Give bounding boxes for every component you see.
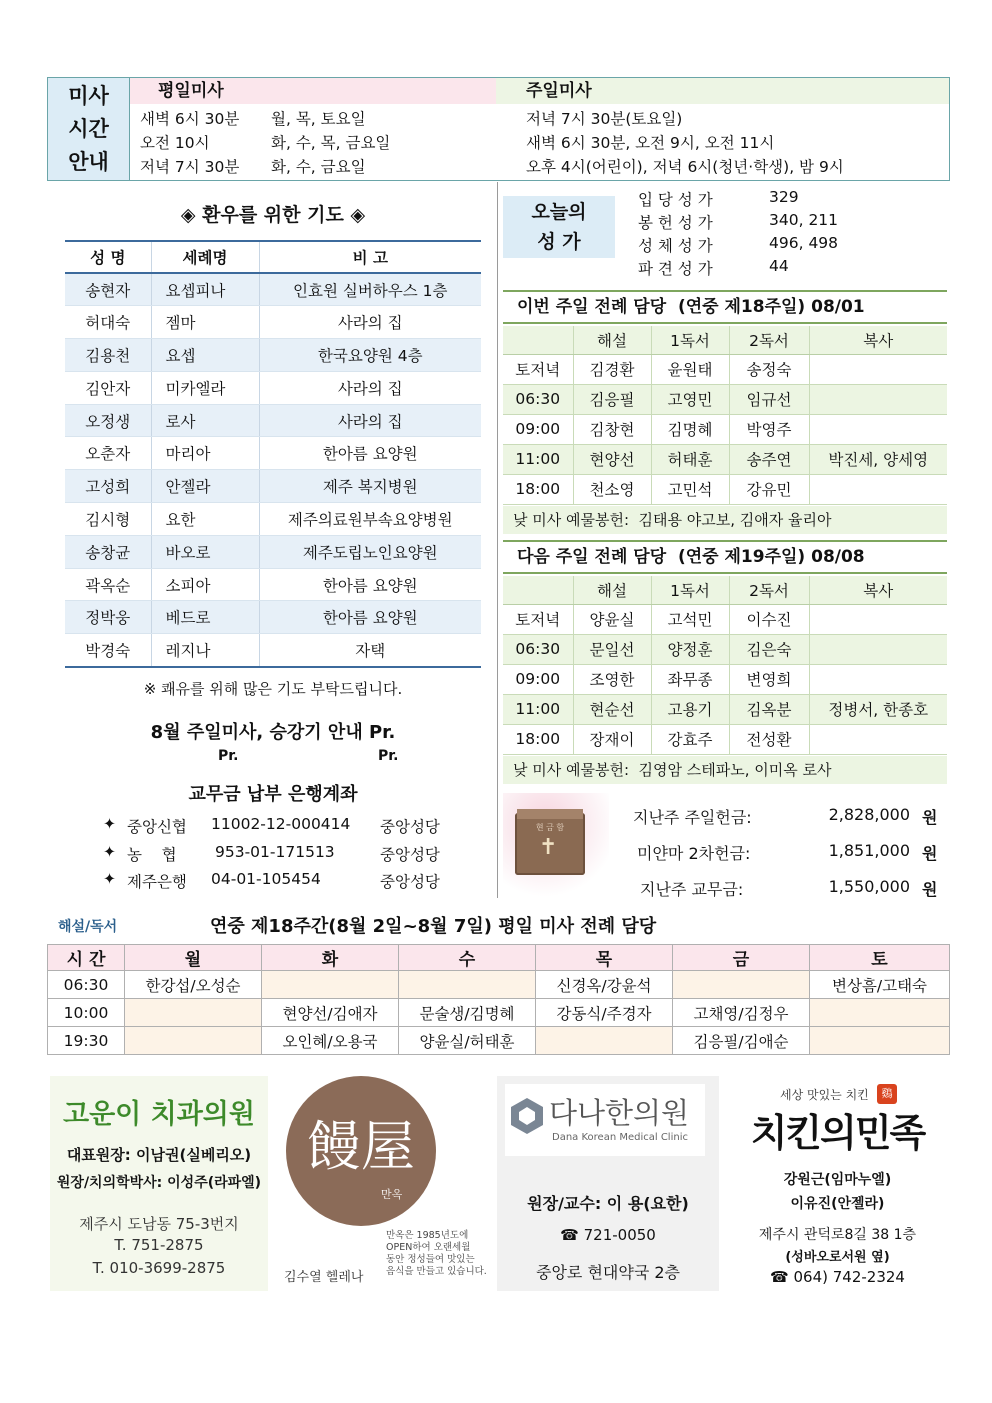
column-header: 2독서: [729, 326, 809, 354]
column-header: 복사: [809, 326, 947, 354]
table-row: 곽옥순 소피아 한아름 요양원: [65, 568, 481, 601]
weekday-days: 월, 목, 토요일: [271, 110, 366, 128]
hymn-name: 봉 헌 성 가: [638, 214, 713, 232]
table-row: 김용천 요셉 한국요양원 4층: [65, 339, 481, 372]
patients-note: ※ 쾌유를 위해 많은 기도 부탁드립니다.: [143, 680, 403, 698]
table-row: 송창균 바오로 제주도립노인요양원: [65, 535, 481, 568]
column-header: 2독서: [729, 576, 809, 604]
table-row: 오정생 로사 사라의 집: [65, 404, 481, 437]
this-week-title: 이번 주일 전례 담당 (연중 제18주일) 08/01: [503, 290, 947, 324]
table-row: 18:00 장재이 강효주 전성환: [503, 724, 947, 754]
column-header: 1독서: [651, 326, 729, 354]
table-row: 06:30 문일선 양정훈 김은숙: [503, 634, 947, 664]
dana-clinic-ad: 다나한의원 Dana Korean Medical Clinic 원장/교수: 이 용(요한) ☎ 721-0050 중앙로 현대약국 2층: [497, 1076, 719, 1291]
weekday-days: 화, 수, 금요일: [271, 158, 366, 176]
table-row: 09:00 김창현 김명혜 박영주: [503, 414, 947, 444]
table-row: 박경숙 레지나 자택: [65, 634, 481, 667]
bank-name: 제주은행: [127, 873, 187, 891]
weekday-time: 새벽 6시 30분: [140, 110, 240, 128]
dana-clinic-name: 다나한의원: [549, 1096, 690, 1130]
cross-icon: ✝: [539, 835, 558, 860]
account-holder: 중앙성당: [380, 818, 440, 836]
sunday-mass-time: 새벽 6시 30분, 오전 9시, 오전 11시: [526, 134, 775, 152]
next-week-table: [503, 576, 947, 755]
weekday-time: 저녁 7시 30분: [140, 158, 240, 176]
offering-box-image: 현 금 함 ✝: [503, 793, 609, 897]
august-notice-sub: Pr.: [218, 748, 239, 764]
august-notice-title: 8월 주일미사, 승강기 안내 Pr.: [150, 722, 396, 743]
table-row: 19:30 오인혜/오용국 양윤실/허태훈 김응필/김애순: [48, 1027, 950, 1055]
account-holder: 중앙성당: [380, 873, 440, 891]
column-header: 수: [399, 945, 536, 971]
bank-bullet-icon: ✦: [103, 815, 116, 833]
patients-table: [65, 240, 481, 668]
table-row: 06:30 한강섭/오성순 신경옥/강윤석 변상흠/고태숙: [48, 971, 950, 999]
weekday-time: 오전 10시: [140, 134, 210, 152]
offering-unit: 원: [922, 880, 938, 899]
bank-bullet-icon: ✦: [103, 870, 116, 888]
account-number: 953-01-171513: [215, 843, 335, 861]
august-notice-sub: Pr.: [378, 748, 399, 764]
table-row: 오춘자 마리아 한아름 요양원: [65, 437, 481, 470]
offering-unit: 원: [922, 844, 938, 863]
hymn-name: 성 체 성 가: [638, 237, 713, 255]
chicken-badge-icon: 鷄: [877, 1084, 897, 1104]
column-divider: [497, 182, 498, 898]
mass-times-label: 미사 시간 안내: [48, 78, 130, 180]
column-header: 목: [536, 945, 673, 971]
offering-unit: 원: [922, 808, 938, 827]
weekday-mass-header: 평일미사: [130, 78, 496, 104]
hymn-number: 44: [769, 257, 789, 275]
table-row: 토저녁 양윤실 고석민 이수진: [503, 604, 947, 634]
weekday-title: 연중 제18주간(8월 2일~8월 7일) 평일 미사 전례 담당: [210, 916, 657, 937]
table-row: 09:00 조영한 좌무종 변영희: [503, 664, 947, 694]
chicken-restaurant-ad: 세상 맛있는 치킨 鷄 치킨의민족 강원근(임마누엘) 이유진(안젤라) 제주시 관덕로8길 38 1층 (성바오로서원 옆) ☎ 064) 742-2324: [725, 1076, 950, 1291]
offering-amount: 1,851,000: [828, 841, 910, 860]
patients-title: ◈ 환우를 위한 기도 ◈: [180, 204, 366, 226]
column-header: 해설: [573, 326, 651, 354]
table-row: 11:00 현순선 고용기 김옥분 정병서, 한종호: [503, 694, 947, 724]
offering-label: 지난주 교무금:: [640, 880, 744, 899]
table-row: 송현자 요셉피나 인효원 실버하우스 1층: [65, 273, 481, 306]
column-header: 세례명: [151, 241, 259, 273]
bank-title: 교무금 납부 은행계좌: [188, 784, 358, 805]
weekday-table: [47, 944, 950, 1055]
manok-owner: 김수열 헬레나: [284, 1270, 364, 1285]
dana-logo-icon: [509, 1096, 545, 1136]
weekday-side-label: 해설/독서: [58, 919, 118, 935]
manok-logo: 饅屋 만옥: [286, 1076, 436, 1226]
column-header: 복사: [809, 576, 947, 604]
offering-amount: 1,550,000: [828, 877, 910, 896]
offering-amount: 2,828,000: [828, 805, 910, 824]
table-row: 고성희 안젤라 제주 복지병원: [65, 470, 481, 503]
table-row: 허대숙 젬마 사라의 집: [65, 306, 481, 339]
bank-bullet-icon: ✦: [103, 843, 116, 861]
hymn-name: 입 당 성 가: [638, 191, 713, 209]
hymns-label: 오늘의 성 가: [503, 196, 615, 258]
column-header: 토: [810, 945, 950, 971]
chicken-brand-name: 치킨의민족: [750, 1111, 925, 1155]
hymn-name: 파 견 성 가: [638, 260, 713, 278]
table-row: 김시형 요한 제주의료원부속요양병원: [65, 503, 481, 536]
sunday-mass-time: 저녁 7시 30분(토요일): [526, 110, 683, 128]
next-week-offering: 낮 미사 예물봉헌: 김영암 스테파노, 이미옥 로사: [503, 756, 947, 784]
next-week-title: 다음 주일 전례 담당 (연중 제19주일) 08/08: [503, 540, 947, 574]
offering-label: 지난주 주일헌금:: [633, 808, 752, 827]
sunday-mass-time: 오후 4시(어린이), 저녁 6시(청년·학생), 밤 9시: [526, 158, 844, 176]
table-row: 11:00 현양선 허태훈 송주연 박진세, 양세영: [503, 444, 947, 474]
account-number: 11002-12-000414: [211, 815, 351, 833]
table-row: 정박웅 베드로 한아름 요양원: [65, 601, 481, 634]
manok-description: 만옥은 1985년도에 OPEN하여 오랜세월 동안 정성들여 맛있는 음식을 만들고 있습니다.: [386, 1230, 487, 1277]
this-week-offering: 낮 미사 예물봉헌: 김태용 야고보, 김애자 율리아: [503, 506, 947, 534]
table-row: 06:30 김응필 고영민 임규선: [503, 384, 947, 414]
mass-times-box: [47, 77, 950, 181]
weekday-days: 화, 수, 목, 금요일: [271, 134, 391, 152]
hymn-number: 496, 498: [769, 234, 839, 252]
table-row: 토저녁 김경환 윤원태 송정숙: [503, 354, 947, 384]
manok-restaurant-ad: [272, 1076, 494, 1291]
hymn-number: 340, 211: [769, 211, 839, 229]
table-row: 김안자 미카엘라 사라의 집: [65, 371, 481, 404]
offering-label: 미얀마 2차헌금:: [637, 844, 751, 863]
table-row: 10:00 현양선/김애자 문술생/김명혜 강동식/주경자 고채영/김정우: [48, 999, 950, 1027]
column-header: 해설: [573, 576, 651, 604]
column-header: 시 간: [48, 945, 125, 971]
column-header: 금: [673, 945, 810, 971]
table-row: 18:00 천소영 고민석 강유민: [503, 474, 947, 504]
hymn-number: 329: [769, 188, 799, 206]
dental-clinic-name: 고운이 치과의원: [63, 1099, 255, 1130]
column-header: 월: [125, 945, 262, 971]
column-header: 성 명: [65, 241, 151, 273]
column-header: 1독서: [651, 576, 729, 604]
this-week-table: [503, 326, 947, 505]
account-number: 04-01-105454: [211, 870, 321, 888]
account-holder: 중앙성당: [380, 846, 440, 864]
bank-name: 농 협: [127, 846, 177, 864]
dental-clinic-ad: 고운이 치과의원 대표원장: 이남권(실베리오) 원장/치의학박사: 이성주(라파엘) 제주시 도남동 75-3번지 T. 751-2875 T. 010-3699-2875: [50, 1076, 268, 1291]
sunday-mass-header: 주일미사: [496, 78, 949, 104]
bank-name: 중앙신협: [127, 818, 187, 836]
column-header: 비 고: [259, 241, 481, 273]
column-header: 화: [262, 945, 399, 971]
